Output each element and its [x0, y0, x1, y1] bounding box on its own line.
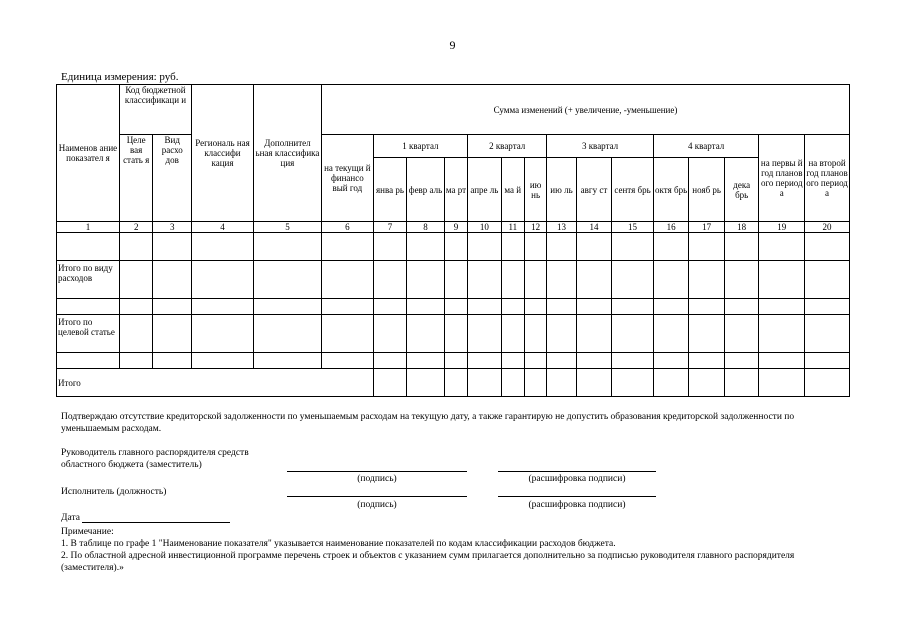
column-numbers-row — [57, 222, 850, 233]
column-number: 17 — [689, 222, 725, 233]
col-name-header: Наименов ание показател я — [57, 85, 120, 222]
head-label-line2: областного бюджета (заместитель) — [61, 460, 202, 470]
q1-header: 1 квартал — [373, 135, 467, 158]
col-regional-header: Региональ ная классифи кация — [192, 85, 254, 222]
changes-table — [56, 84, 850, 397]
month-header: ма й — [501, 158, 524, 222]
column-number: 13 — [547, 222, 576, 233]
q2-header: 2 квартал — [468, 135, 547, 158]
col-article-header: Целе вая стать я — [119, 135, 153, 222]
head-label-line1: Руководитель главного распорядителя средств — [61, 448, 249, 458]
column-number: 16 — [653, 222, 689, 233]
month-header: ма рт — [444, 158, 467, 222]
row-label-total: Итого — [57, 369, 374, 397]
table-row — [57, 261, 850, 299]
note-1: 1. В таблице по графе 1 "Наименование показателя" указывается наименование показателей по кодам классификации расходов бюджета. — [61, 539, 616, 549]
month-header: дека брь — [724, 158, 759, 222]
month-header: ию нь — [524, 158, 546, 222]
head-signature-line — [287, 471, 467, 472]
column-number: 19 — [759, 222, 805, 233]
column-number: 7 — [373, 222, 407, 233]
notes-title: Примечание: — [61, 527, 114, 537]
head-decode-line — [498, 471, 656, 472]
executor-decode-line — [498, 496, 656, 497]
note-2: 2. По областной адресной инвестиционной программе перечень строек и объектов с указанием сумм прилагается дополнительно за подписью руководителя главного распорядителя (заместителя).» — [61, 551, 795, 573]
executor-decode-caption: (расшифровка подписи) — [528, 500, 626, 510]
table-row — [57, 369, 850, 397]
col-sum-header: Сумма изменений (+ увеличение, -уменьшение) — [321, 85, 849, 135]
column-number: 1 — [57, 222, 120, 233]
column-number: 3 — [153, 222, 192, 233]
q4-header: 4 квартал — [653, 135, 759, 158]
column-number: 5 — [253, 222, 321, 233]
page-number: 9 — [449, 38, 456, 52]
executor-label: Исполнитель (должность) — [61, 487, 167, 497]
row-label-by-type: Итого по виду расходов — [57, 261, 120, 299]
date-label: Дата — [61, 513, 80, 523]
row-label-by-article: Итого по целевой статье — [57, 315, 120, 353]
column-number: 10 — [468, 222, 502, 233]
head-decode-caption: (расшифровка подписи) — [528, 474, 626, 484]
table-row — [57, 233, 850, 261]
month-header: октя брь — [653, 158, 689, 222]
date-line — [82, 522, 230, 523]
col-first-plan-header: на первы й год планов ого период а — [759, 135, 805, 222]
executor-signature-line — [287, 496, 467, 497]
month-header: янва рь — [373, 158, 407, 222]
col-additional-header: Дополнител ьная классифика ция — [253, 85, 321, 222]
month-header: апре ль — [468, 158, 502, 222]
unit-label: Единица измерения: руб. — [61, 71, 179, 83]
table-row — [57, 315, 850, 353]
col-current-year-header: на текущи й финансо вый год — [321, 135, 373, 222]
confirmation-text: Подтверждаю отсутствие кредиторской задолженности по уменьшаемым расходам на текущую дату, а также гарантирую не допустить образования кредиторской задолженности по уменьшаемым расходам. — [61, 412, 795, 434]
q3-header: 3 квартал — [547, 135, 654, 158]
column-number: 11 — [501, 222, 524, 233]
executor-signature-caption: (подпись) — [357, 500, 397, 510]
column-number: 14 — [576, 222, 612, 233]
col-kbk-header: Код бюджетной классификаци и — [119, 85, 191, 135]
column-number: 8 — [407, 222, 445, 233]
column-number: 12 — [524, 222, 546, 233]
head-signature-caption: (подпись) — [357, 474, 397, 484]
col-second-plan-header: на второй год планов ого период а — [805, 135, 850, 222]
column-number: 9 — [444, 222, 467, 233]
column-number: 15 — [612, 222, 654, 233]
month-header: авгу ст — [576, 158, 612, 222]
month-header: нояб рь — [689, 158, 725, 222]
col-exptype-header: Вид расхо дов — [153, 135, 192, 222]
table-row — [57, 299, 850, 315]
table-row — [57, 353, 850, 369]
month-header: сентя брь — [612, 158, 654, 222]
month-header: ию ль — [547, 158, 576, 222]
column-number: 20 — [805, 222, 850, 233]
month-header: февр аль — [407, 158, 445, 222]
column-number: 4 — [192, 222, 254, 233]
column-number: 18 — [724, 222, 759, 233]
column-number: 2 — [119, 222, 153, 233]
column-number: 6 — [321, 222, 373, 233]
